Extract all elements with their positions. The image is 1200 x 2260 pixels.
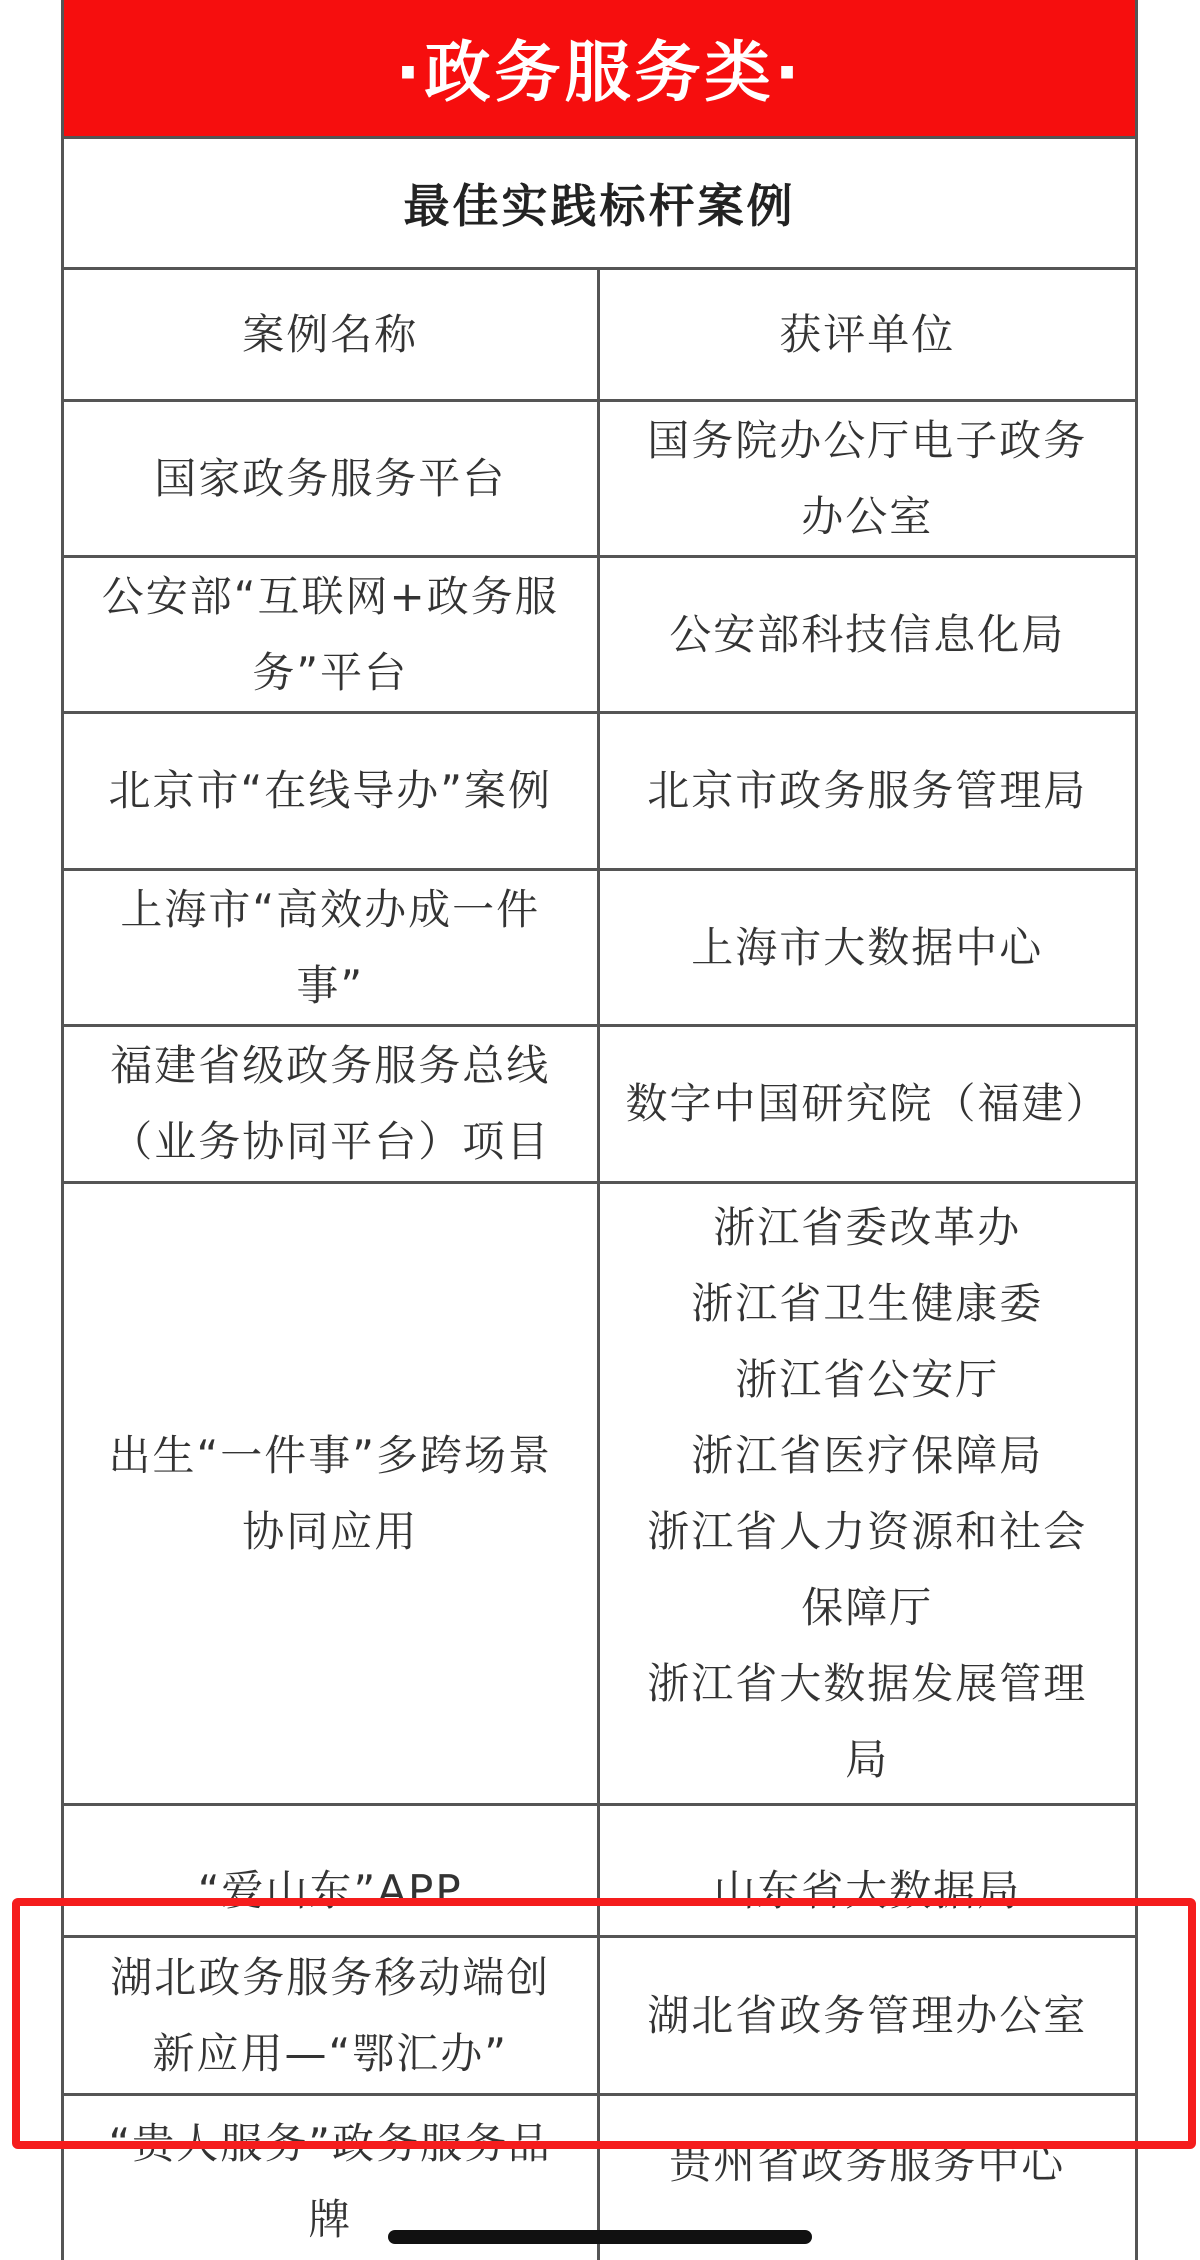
table-row (64, 1027, 1135, 1184)
case-name-cell: 福建省级政务服务总线（业务协同平台）项目 (64, 1027, 600, 1181)
case-name-cell: 上海市“高效办成一件事” (64, 871, 600, 1024)
case-name-cell: “爱山东”APP (64, 1806, 600, 1935)
unit-cell: 北京市政务服务管理局 (647, 766, 1088, 815)
table-row (64, 1806, 1135, 1938)
awards-table (61, 0, 1138, 2260)
case-name-cell: 湖北政务服务移动端创新应用—“鄂汇办” (64, 1938, 600, 2093)
column-header-case-name: 案例名称 (64, 270, 600, 399)
case-name-cell: 国家政务服务平台 (64, 402, 600, 555)
unit-cell: 贵州省政务服务中心 (669, 2139, 1066, 2188)
unit-line: 浙江省人力资源和社会保障厅 (647, 1506, 1088, 1632)
unit-cell: 数字中国研究院（福建） (625, 1079, 1110, 1128)
column-header-row (64, 270, 1135, 402)
unit-cell-multi (600, 1184, 1136, 1803)
table-row (64, 558, 1135, 714)
home-indicator[interactable] (388, 2230, 812, 2244)
table-row (64, 714, 1135, 871)
table-row (64, 1938, 1135, 2096)
unit-cell: 国务院办公厅电子政务办公室 (647, 415, 1088, 541)
unit-cell: 山东省大数据局 (713, 1865, 1022, 1915)
case-name-cell: 北京市“在线导办”案例 (64, 714, 600, 868)
unit-line: 浙江省大数据发展管理局 (647, 1658, 1088, 1784)
table-subtitle: 最佳实践标杆案例 (403, 179, 796, 233)
table-row (64, 871, 1135, 1027)
unit-cell: 上海市大数据中心 (691, 922, 1044, 972)
unit-line: 浙江省卫生健康委 (691, 1278, 1044, 1328)
section-header (64, 0, 1135, 139)
unit-line: 浙江省医疗保障局 (691, 1430, 1044, 1480)
unit-cell: 湖北省政务管理办公室 (647, 1990, 1088, 2040)
case-name-cell: 公安部“互联网+政务服务”平台 (64, 558, 600, 711)
unit-line: 浙江省委改革办 (713, 1202, 1022, 1252)
subtitle-row (64, 139, 1135, 270)
section-title: ·政务服务类· (395, 34, 804, 111)
case-name-cell: “贵人服务”政务服务品牌 (64, 2096, 600, 2260)
unit-line: 浙江省公安厅 (735, 1354, 1000, 1404)
table-row (64, 1184, 1135, 1806)
table-row (64, 402, 1135, 558)
case-name-cell: 出生“一件事”多跨场景协同应用 (64, 1184, 600, 1803)
unit-cell: 公安部科技信息化局 (669, 609, 1066, 659)
column-header-unit: 获评单位 (779, 309, 956, 359)
